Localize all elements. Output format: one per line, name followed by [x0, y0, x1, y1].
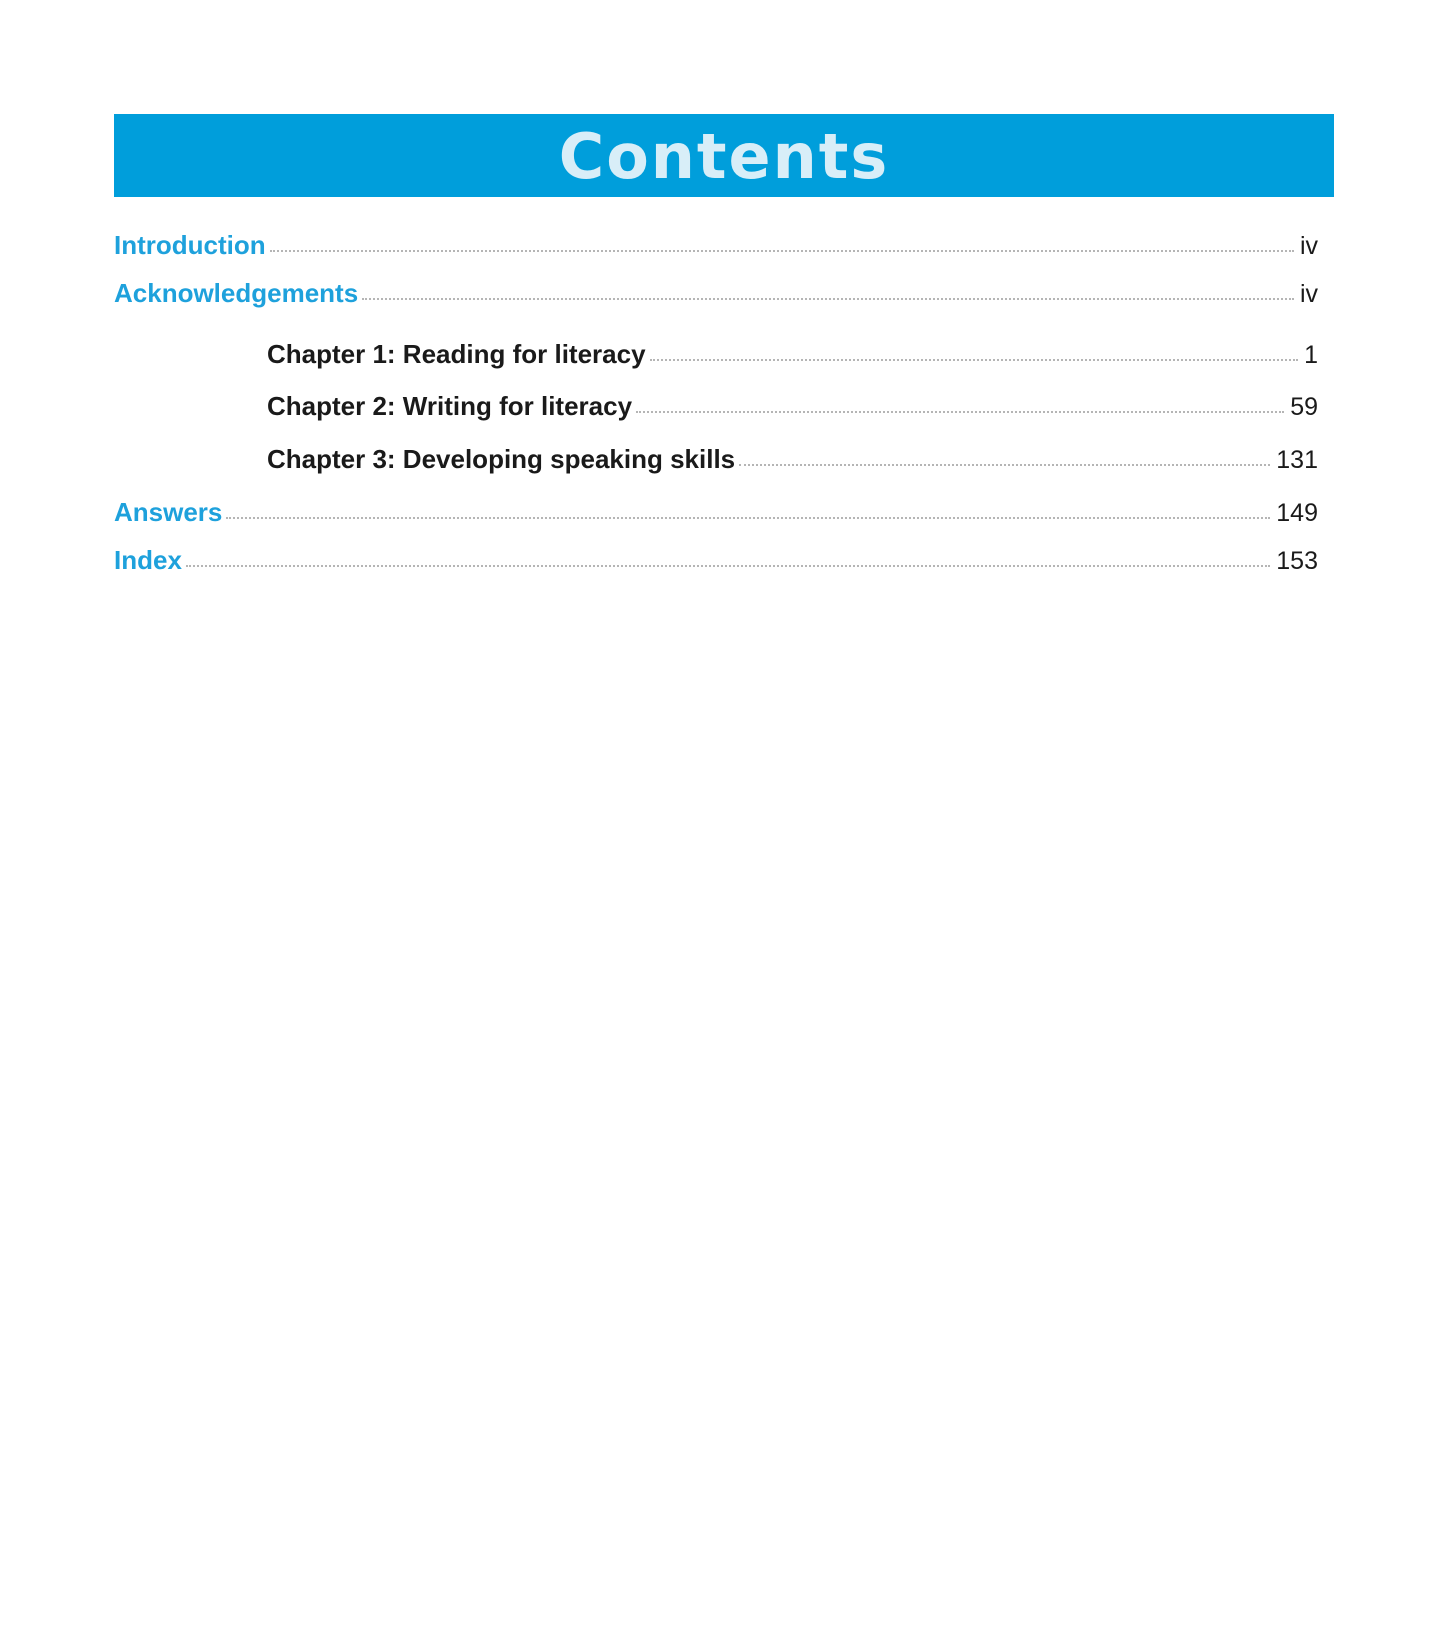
toc-entry-answers[interactable]	[114, 497, 1318, 531]
toc-entry-acknowledgements[interactable]	[114, 278, 1318, 312]
toc-entry-chapter-2[interactable]	[267, 391, 1318, 425]
dot-leader	[650, 359, 1299, 361]
toc-page-number: iv	[1299, 232, 1318, 260]
toc-label: Chapter 3: Developing speaking skills	[267, 444, 736, 474]
toc-label: Index	[114, 545, 182, 575]
dot-leader	[270, 250, 1294, 252]
toc-entry-index[interactable]	[114, 545, 1318, 579]
toc-page-number: 131	[1276, 446, 1318, 474]
toc-label: Acknowledgements	[114, 278, 359, 308]
dot-leader	[636, 411, 1284, 413]
toc-entry-chapter-1[interactable]	[267, 339, 1318, 373]
toc-page-number: 149	[1276, 499, 1318, 527]
page-title: Contents	[558, 119, 890, 193]
dot-leader	[362, 298, 1294, 300]
dot-leader	[186, 565, 1270, 567]
dot-leader	[739, 464, 1270, 466]
toc-page-number: iv	[1299, 280, 1318, 308]
toc-label: Chapter 2: Writing for literacy	[267, 391, 633, 421]
toc-entry-chapter-3[interactable]	[267, 444, 1318, 478]
toc-label: Chapter 1: Reading for literacy	[267, 339, 646, 369]
toc-label: Answers	[114, 497, 223, 527]
toc-page-number: 1	[1304, 341, 1318, 369]
toc-page-number: 153	[1276, 547, 1318, 575]
dot-leader	[226, 517, 1270, 519]
toc-page-number: 59	[1290, 393, 1318, 421]
toc-entry-introduction[interactable]	[114, 230, 1318, 264]
toc-label: Introduction	[114, 230, 266, 260]
contents-header-band	[114, 114, 1334, 197]
